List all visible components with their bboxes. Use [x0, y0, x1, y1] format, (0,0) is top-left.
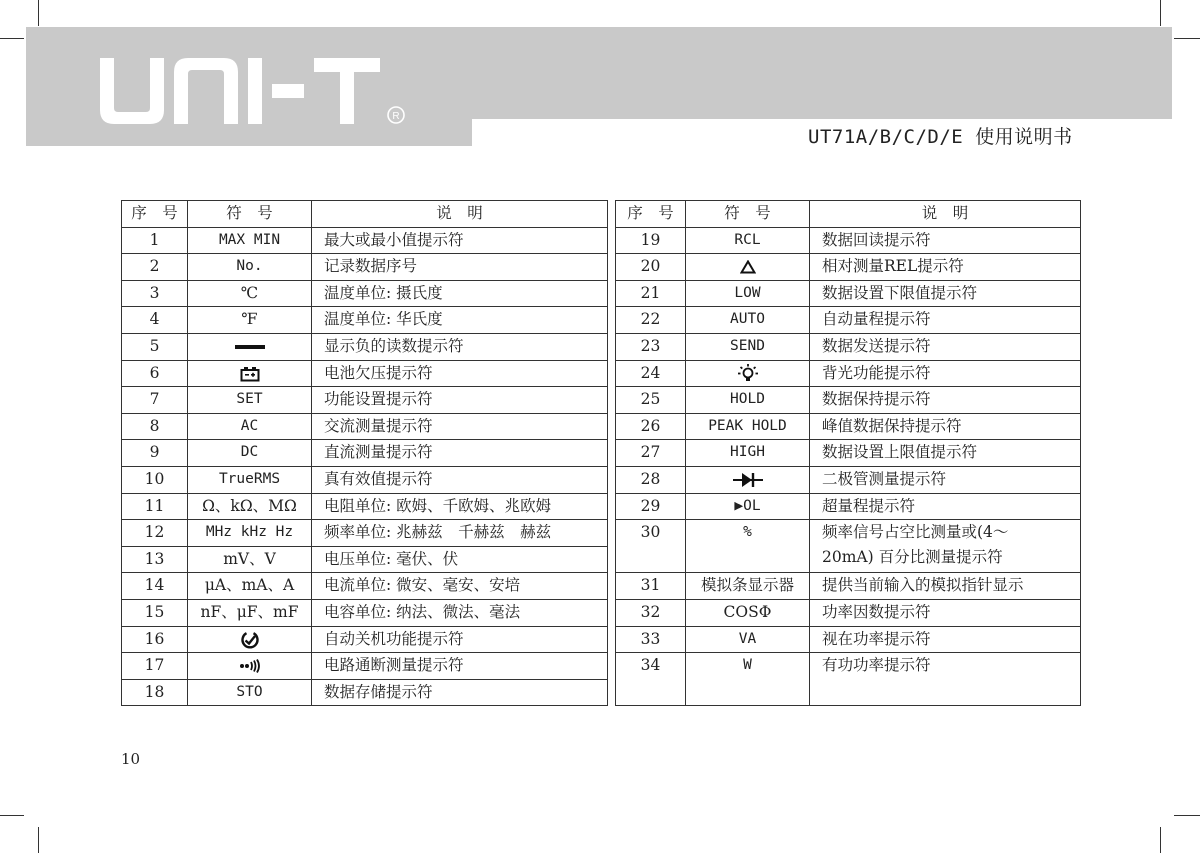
header-description: 说 明: [810, 201, 1081, 228]
row-number: 31: [616, 573, 686, 600]
table-row: [122, 679, 608, 706]
header-symbol: 符 号: [686, 201, 810, 228]
row-symbol: HOLD: [686, 387, 810, 414]
table-row: [122, 466, 608, 493]
header-no: 序 号: [122, 201, 188, 228]
delta-triangle-icon: [740, 260, 756, 274]
table-row: [616, 387, 1081, 414]
row-description: 视在功率提示符: [810, 626, 1081, 653]
row-symbol: PEAK HOLD: [686, 413, 810, 440]
table-row: [122, 520, 608, 547]
table-row: [616, 520, 1081, 573]
row-symbol: DC: [188, 440, 312, 467]
row-number: 19: [616, 227, 686, 254]
table-row: [122, 360, 608, 387]
row-number: 2: [122, 254, 188, 281]
table-row: [122, 254, 608, 281]
table-row: [616, 280, 1081, 307]
row-number: 30: [616, 520, 686, 573]
row-number: 12: [122, 520, 188, 547]
crop-mark: [1160, 827, 1161, 853]
battery-icon: [240, 366, 260, 382]
auto-power-off-icon: [240, 630, 260, 650]
row-description: 数据设置上限值提示符: [810, 440, 1081, 467]
row-description: 数据存储提示符: [312, 679, 608, 706]
row-symbol: [686, 466, 810, 493]
row-description: 功能设置提示符: [312, 387, 608, 414]
row-description: 电容单位: 纳法、微法、毫法: [312, 599, 608, 626]
row-symbol: nF、μF、mF: [188, 599, 312, 626]
row-number: 14: [122, 573, 188, 600]
table-row: [616, 573, 1081, 600]
row-symbol: mV、V: [188, 546, 312, 573]
row-description: 峰值数据保持提示符: [810, 413, 1081, 440]
row-description: 最大或最小值提示符: [312, 227, 608, 254]
row-number: 22: [616, 307, 686, 334]
row-number: 8: [122, 413, 188, 440]
row-description: 电路通断测量提示符: [312, 653, 608, 680]
row-number: 18: [122, 679, 188, 706]
table-row: [122, 413, 608, 440]
row-symbol: AC: [188, 413, 312, 440]
row-symbol: No.: [188, 254, 312, 281]
row-symbol: [188, 626, 312, 653]
header-no: 序 号: [616, 201, 686, 228]
row-description: 数据设置下限值提示符: [810, 280, 1081, 307]
page-number: 10: [121, 750, 141, 768]
table-row: [616, 254, 1081, 281]
row-symbol: Ω、kΩ、MΩ: [188, 493, 312, 520]
row-description: [810, 520, 1081, 573]
row-symbol: 模拟条显示器: [686, 573, 810, 600]
row-symbol: [188, 333, 312, 360]
row-symbol: VA: [686, 626, 810, 653]
row-symbol: ▶OL: [686, 493, 810, 520]
table-row: [616, 307, 1081, 334]
row-number: 23: [616, 333, 686, 360]
crop-mark: [0, 38, 24, 39]
table-row: [616, 227, 1081, 254]
row-description: 提供当前输入的模拟指针显示: [810, 573, 1081, 600]
row-symbol: μA、mA、A: [188, 573, 312, 600]
row-description: 自动量程提示符: [810, 307, 1081, 334]
table-row: [616, 653, 1081, 706]
row-description: 数据发送提示符: [810, 333, 1081, 360]
row-symbol: AUTO: [686, 307, 810, 334]
symbol-table-left: [121, 200, 608, 706]
header-description: 说 明: [312, 201, 608, 228]
row-symbol: LOW: [686, 280, 810, 307]
table-row: [616, 599, 1081, 626]
row-description: 记录数据序号: [312, 254, 608, 281]
row-description: 温度单位: 华氏度: [312, 307, 608, 334]
row-number: 28: [616, 466, 686, 493]
table-row: [616, 493, 1081, 520]
minus-sign-icon: [235, 342, 265, 352]
row-symbol: RCL: [686, 227, 810, 254]
table-row: [122, 626, 608, 653]
row-number: 21: [616, 280, 686, 307]
row-number: 29: [616, 493, 686, 520]
row-description: 真有效值提示符: [312, 466, 608, 493]
row-description: 电阻单位: 欧姆、千欧姆、兆欧姆: [312, 493, 608, 520]
row-symbol: [188, 360, 312, 387]
row-number: 11: [122, 493, 188, 520]
row-description: 相对测量REL提示符: [810, 254, 1081, 281]
diode-icon: [733, 472, 763, 488]
table-header-row: [616, 201, 1081, 228]
row-description: 功率因数提示符: [810, 599, 1081, 626]
table-row: [122, 280, 608, 307]
row-number: 16: [122, 626, 188, 653]
crop-mark: [38, 0, 39, 26]
row-description: 交流测量提示符: [312, 413, 608, 440]
row-number: 5: [122, 333, 188, 360]
row-number: 15: [122, 599, 188, 626]
header-symbol: 符 号: [188, 201, 312, 228]
crop-mark: [38, 827, 39, 853]
row-number: 20: [616, 254, 686, 281]
table-row: [122, 573, 608, 600]
row-symbol: [188, 653, 312, 680]
table-header-row: [122, 201, 608, 228]
row-description: 温度单位: 摄氏度: [312, 280, 608, 307]
row-symbol: TrueRMS: [188, 466, 312, 493]
table-row: [122, 227, 608, 254]
table-row: [122, 653, 608, 680]
description-line-1: 频率信号占空比测量或(4～: [822, 523, 1009, 542]
row-symbol: HIGH: [686, 440, 810, 467]
row-number: 4: [122, 307, 188, 334]
row-symbol: MAX MIN: [188, 227, 312, 254]
row-number: 9: [122, 440, 188, 467]
row-number: 25: [616, 387, 686, 414]
row-number: 34: [616, 653, 686, 706]
row-description: 电压单位: 毫伏、伏: [312, 546, 608, 573]
row-description: 背光功能提示符: [810, 360, 1081, 387]
row-symbol: %: [686, 520, 810, 573]
row-number: 7: [122, 387, 188, 414]
row-number: 10: [122, 466, 188, 493]
table-row: [616, 333, 1081, 360]
document-title: UT71A/B/C/D/E 使用说明书: [808, 126, 1073, 148]
continuity-beeper-icon: [239, 659, 261, 673]
table-row: [616, 626, 1081, 653]
row-number: 33: [616, 626, 686, 653]
row-number: 6: [122, 360, 188, 387]
crop-mark: [1174, 38, 1200, 39]
table-row: [122, 307, 608, 334]
crop-mark: [1160, 0, 1161, 26]
row-description: 电流单位: 微安、毫安、安培: [312, 573, 608, 600]
table-row: [122, 333, 608, 360]
row-number: 26: [616, 413, 686, 440]
symbol-table-right: [615, 200, 1081, 706]
table-row: [616, 360, 1081, 387]
row-symbol: ℃: [188, 280, 312, 307]
row-description: 电池欠压提示符: [312, 360, 608, 387]
row-description: 频率单位: 兆赫兹 千赫兹 赫兹: [312, 520, 608, 547]
row-description: 超量程提示符: [810, 493, 1081, 520]
row-number: 13: [122, 546, 188, 573]
row-symbol: [686, 360, 810, 387]
row-number: 24: [616, 360, 686, 387]
row-symbol: STO: [188, 679, 312, 706]
crop-mark: [1174, 815, 1200, 816]
row-number: 1: [122, 227, 188, 254]
uni-t-logo: [100, 58, 405, 124]
table-row: [122, 546, 608, 573]
row-symbol: MHz kHz Hz: [188, 520, 312, 547]
row-description: 有功功率提示符: [810, 653, 1081, 706]
row-description: 直流测量提示符: [312, 440, 608, 467]
row-description: 二极管测量提示符: [810, 466, 1081, 493]
svg-text:R: R: [392, 111, 400, 122]
row-symbol: W: [686, 653, 810, 706]
backlight-bulb-icon: [736, 363, 760, 385]
table-row: [616, 466, 1081, 493]
row-description: 自动关机功能提示符: [312, 626, 608, 653]
table-row: [122, 493, 608, 520]
table-row: [122, 387, 608, 414]
table-row: [122, 440, 608, 467]
row-symbol: ℉: [188, 307, 312, 334]
description-line-2: 20mA) 百分比测量提示符: [822, 548, 1003, 567]
table-row: [616, 440, 1081, 467]
row-number: 17: [122, 653, 188, 680]
table-row: [616, 413, 1081, 440]
row-description: 数据保持提示符: [810, 387, 1081, 414]
table-row: [122, 599, 608, 626]
row-symbol: [686, 254, 810, 281]
row-number: 27: [616, 440, 686, 467]
row-symbol: SEND: [686, 333, 810, 360]
row-number: 32: [616, 599, 686, 626]
crop-mark: [0, 815, 24, 816]
row-symbol: COSΦ: [686, 599, 810, 626]
row-number: 3: [122, 280, 188, 307]
row-description: 显示负的读数提示符: [312, 333, 608, 360]
row-symbol: SET: [188, 387, 312, 414]
row-description: 数据回读提示符: [810, 227, 1081, 254]
